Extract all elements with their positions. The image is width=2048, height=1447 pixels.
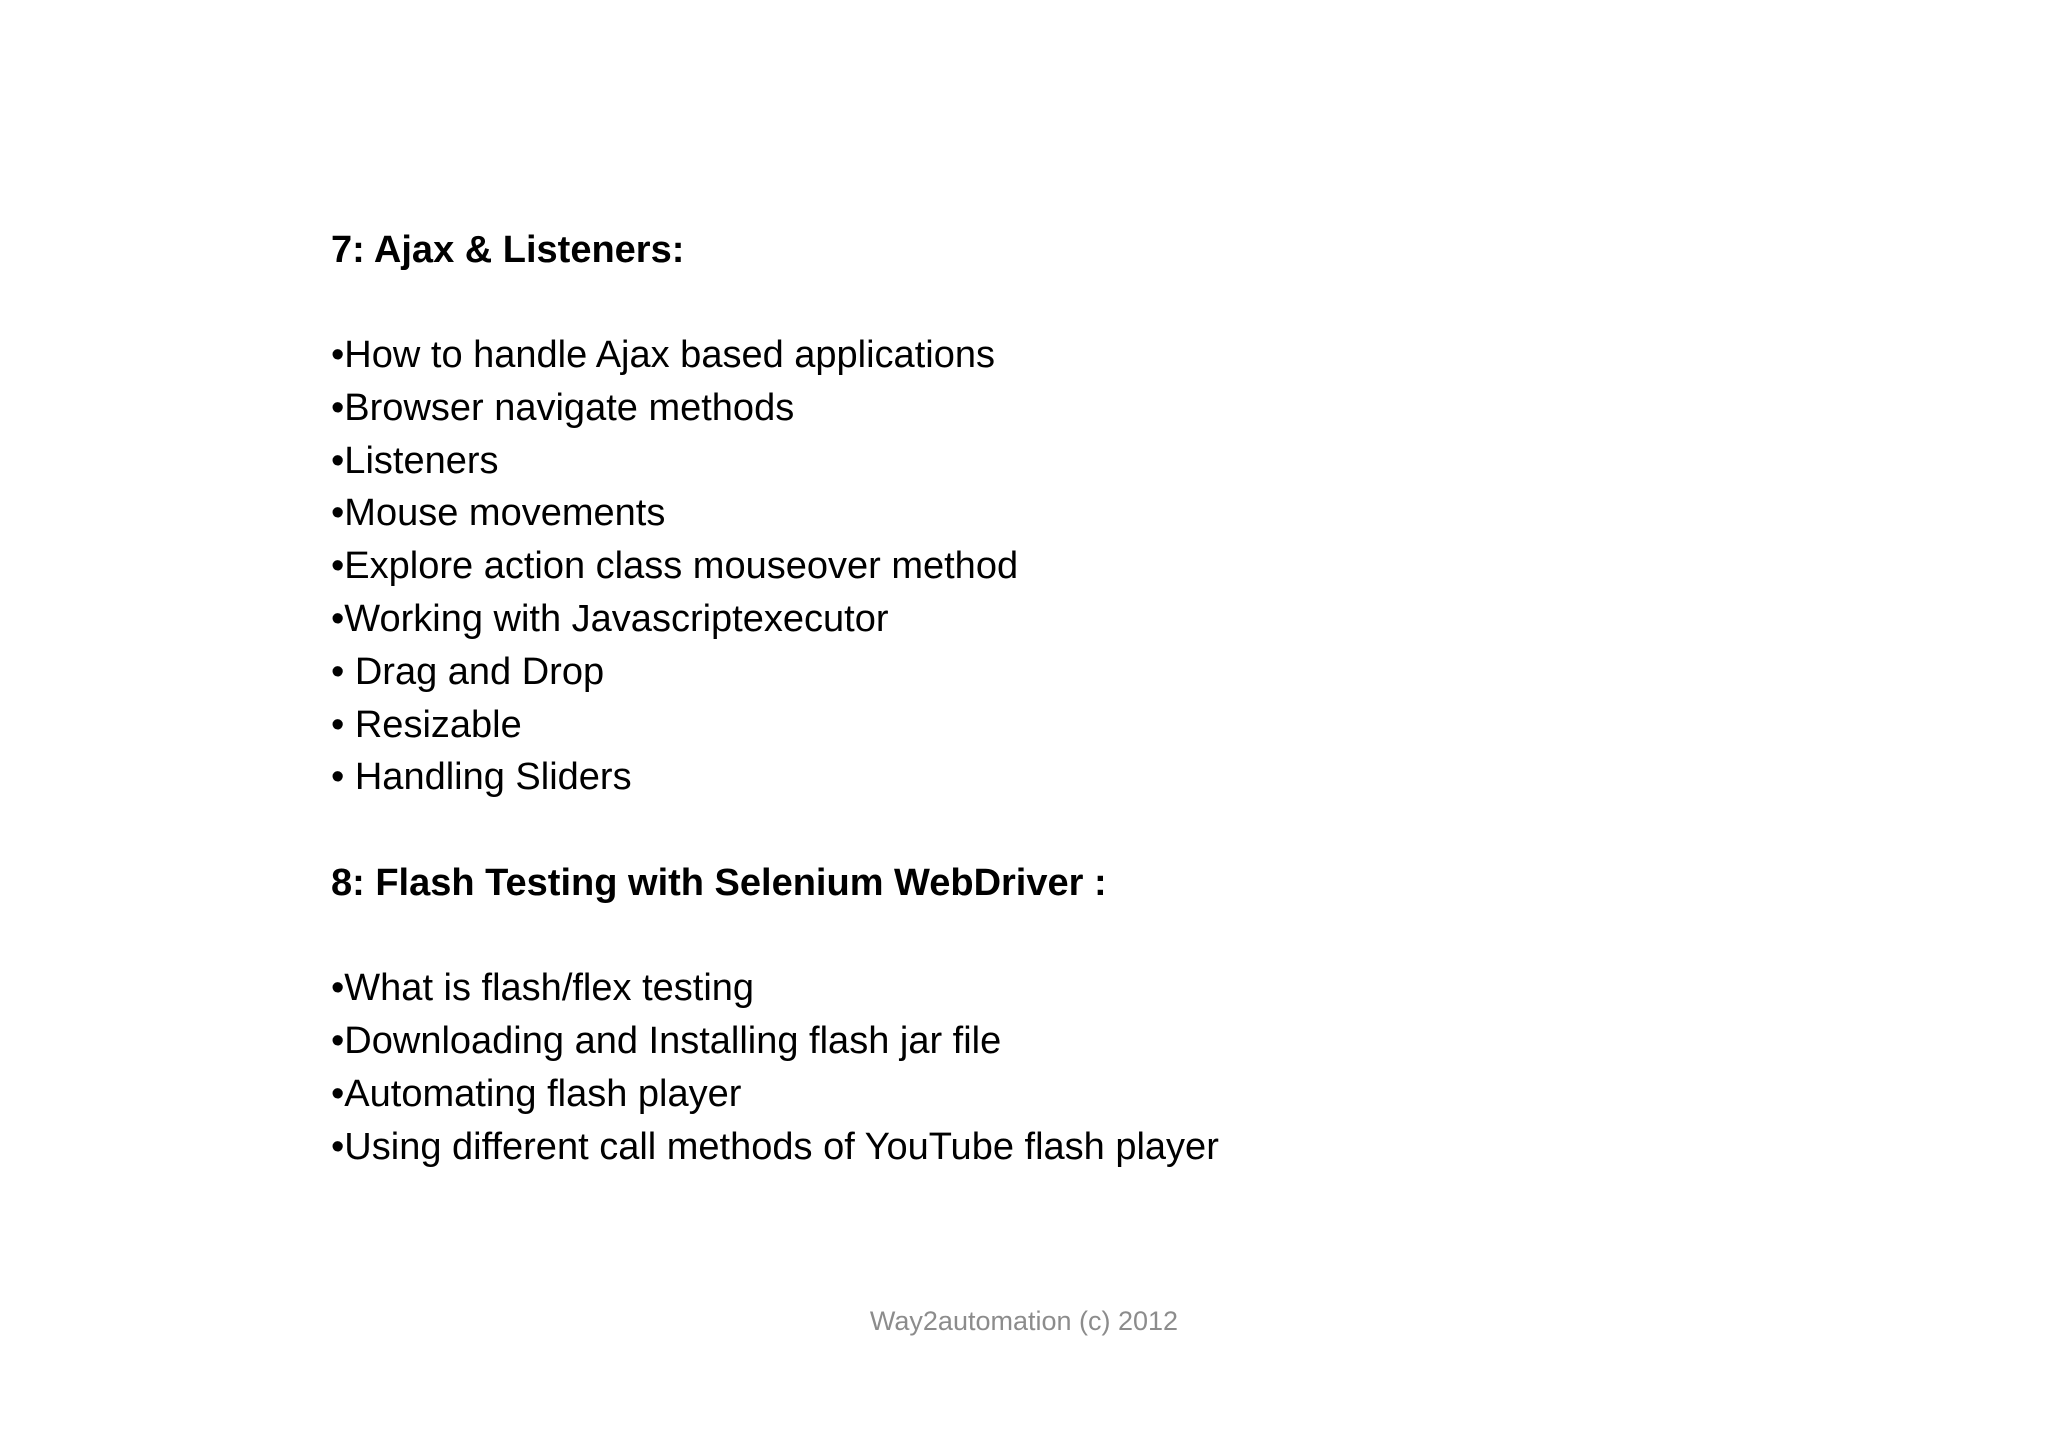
list-item: •What is flash/flex testing [331,967,755,1010]
list-item: •Working with Javascriptexecutor [331,597,889,640]
list-item: •Explore action class mouseover method [331,545,1019,588]
list-item: • Handling Sliders [331,756,632,799]
list-item: •Downloading and Installing flash jar file [331,1019,1002,1062]
spacer [331,276,1831,329]
spacer [331,804,1831,857]
section-8-list [331,962,1831,1173]
list-item: •Automating flash player [331,1072,742,1115]
section-7-list [331,329,1831,804]
list-item: • Resizable [331,703,522,746]
list-item: •Listeners [331,439,499,482]
list-item: •Browser navigate methods [331,386,795,429]
list-item: • Drag and Drop [331,650,605,693]
list-item: •Using different call methods of YouTube flash player [331,1125,1219,1168]
spacer [331,909,1831,962]
slide-content [331,224,1831,1173]
footer-copyright: Way2automation (c) 2012 [869,1306,1179,1336]
section-7-heading: 7: Ajax & Listeners: [331,229,685,271]
list-item: •Mouse movements [331,492,666,535]
list-item: •How to handle Ajax based applications [331,334,995,376]
section-8-heading: 8: Flash Testing with Selenium WebDriver : [331,862,1107,905]
